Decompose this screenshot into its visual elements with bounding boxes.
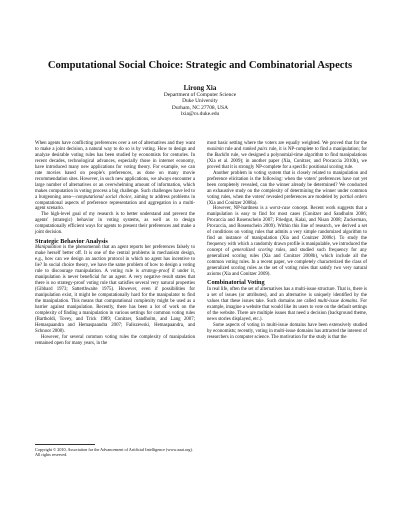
paragraph: The high-level goal of my research is to better understand and prevent the agents' (strategic) behavior in voting systems, as well as to design computationally efficient ways for agents to present their preferences and make a joint decision. (35, 212, 195, 236)
affiliation-line: Duke University (182, 98, 218, 105)
footnote-rule (35, 444, 95, 445)
author-affiliation (0, 92, 400, 118)
affiliation-line: Department of Computer Science (163, 92, 237, 98)
section-heading: Combinatorial Voting (207, 279, 265, 287)
paragraph: Another problem in voting system that is closely related to manipulation and preference elicitation is the following: when the voters' preferences have not yet been completely revealed, can the winner already be determined? We conducted an exhaustive study on the complexity of determining the winner under common voting rules, when the voters' revealed preferences are modeled by partial orders (Xia and Conitzer 2008a). (207, 170, 367, 206)
paragraph: Some aspects of voting in multi-issue domains have been extensively studied by economists; recently, voting in multi-issue domains has attracted the interest of researchers in computer science. The motivation for the study is that the (207, 322, 367, 340)
left-column (35, 141, 195, 347)
paragraph: However, NP-hardness is a worst-case concept. Recent work suggests that a manipulation is easy to find for most cases (Conitzer and Sandholm 2006; Procaccia and Rosenschein 2007; Friedgut, Kalai, and Nisan 2008; Zuckerman, Procaccia, and Rosenschein 2009). Within this line of research, we derived a set of conditions on voting rules that admits a very simple randomized algorithm to find an instance of manipulation (Xia and Conitzer 2008c). To study the frequency with which a randomly drawn profile is manipulable, we introduced the concept of generalized scoring rules, and studied such frequency for any generalized scoring rules (Xia and Conitzer 2008b), which include all the common voting rules. In a recent paper, we completely characterized the class of generalized scoring rules as the set of voting rules that satisfy two very natural axioms (Xia and Conitzer 2009). (207, 206, 367, 277)
copyright-footnote (35, 444, 195, 457)
author-email: lxia@cs.duke.edu (180, 111, 220, 118)
paragraph: Manipulation is the phenomenon that an agent reports her preferences falsely to make herself better off. It is one of the central problems in mechanism design, e.g., how can we design an auction protocol in which no agent has incentive to lie? In social choice theory, we have the same problem of how to design a voting rule to discourage manipulation. A voting rule is strategy-proof if under it, manipulation is never beneficial for an agent. A very negative result states that there is no strategy-proof voting rule that satisfies several very natural properties (Gibbard 1973; Satterthwaite 1975). However, even if possibilities for manipulation exist, it might be computationally hard for the manipulator to find the manipulation. This means that computational complexity might be used as a barrier against manipulation. Recently, there has been a lot of work on the complexity of finding a manipulation in various settings for common voting rules (Bartholdi, Tovey, and Trick 1989; Conitzer, Sandholm, and Lang 2007; Hemaspaandra and Hemaspaandra 2007; Faliszewski, Hemaspaandra, and Schnoor 2008). (35, 245, 196, 334)
author-name: Lirong Xia (183, 84, 217, 92)
paper-title: Computational Social Choice: Strategic and Combinatorial Aspects (47, 60, 353, 71)
section-heading: Strategic Behavior Analysis (35, 237, 108, 245)
copyright-text: Copyright © 2010, Association for the Advancement of Artificial Intelligence (www.aaai.org). All rights reserved. (35, 447, 193, 457)
paragraph: When agents have conflicting preferences over a set of alternatives and they want to make a joint decision, a natural way to do so is by voting. How to design and analyze desirable voting rules has been studied by economists for centuries. In recent decades, technological advances, especially those in internet economy, have introduced many new applications for voting theory. For example, we can rate movies based on people's preferences, as done on many movie recommendation sites. However, in such new applications, we always encounter a large number of alternatives or an overwhelming amount of information, which makes computation in voting process a big challenge. Such challenges have led to a burgeoning area—computational social choice, aiming to address problems in computational aspects of preference representation and aggregation in a multi-agent scenario. (35, 141, 196, 212)
right-column (207, 141, 367, 341)
affiliation-line: Durham, NC 27708, USA (171, 104, 229, 111)
paragraph: In real life, often the set of alternatives has a multi-issue structure. That is, there is a set of issues (or attributes), and an alternative is uniquely identified by the values that these issues take. Such domains are called multi-issue domains. For example, imagine a website that would like its users to vote on the default settings of the website. There are multiple issues that need a decision (background theme, news stories displayed, etc.). (207, 287, 367, 322)
paragraph: most basic setting where the voters are equally weighted. We proved that for the maximin rule and ranked pairs rule, it is NP-complete to find a manipulation; for the Bucklin rule, we designed a polynomial-time algorithm to find manipulations (Xia et al. 2009); in another paper (Xia, Conitzer, and Procaccia 2010b), we proved that it is strongly NP-complete for a specific positional scoring rule. (207, 141, 367, 170)
paragraph: However, for several common voting rules the complexity of manipulation remained open for many years, in the (35, 334, 195, 346)
